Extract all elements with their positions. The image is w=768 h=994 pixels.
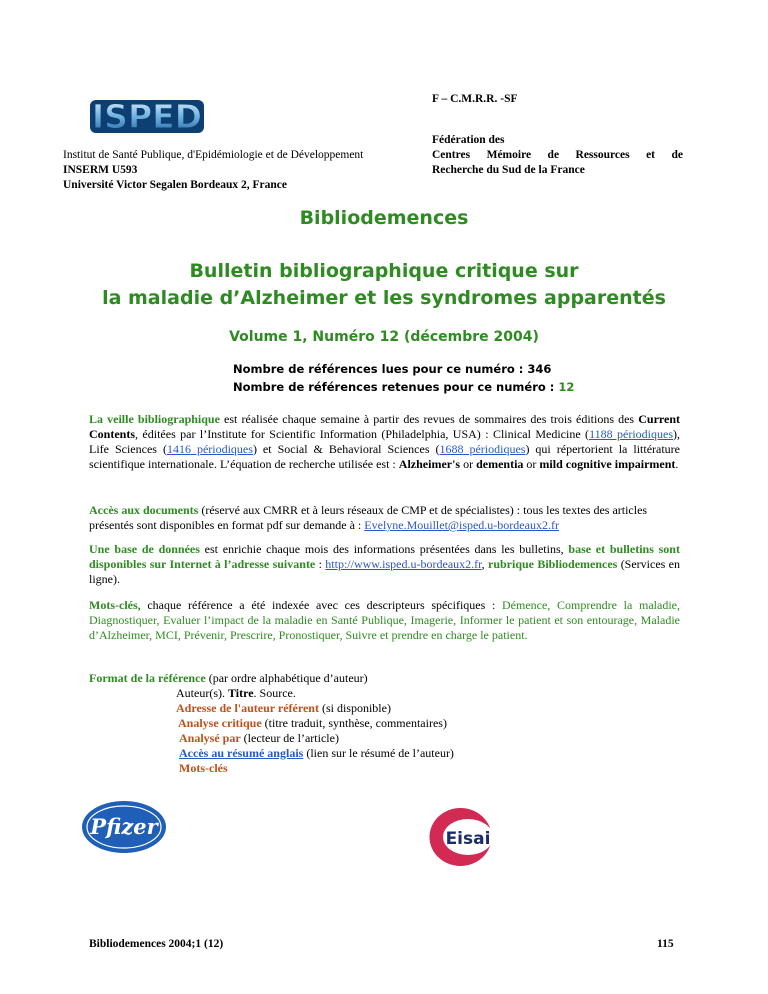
link-social-sciences[interactable]: 1688 périodiques (439, 442, 526, 456)
institute-line: Institut de Santé Publique, d'Epidémiologie et de Développement (63, 149, 364, 161)
refs-read-label: Nombre de références lues pour ce numéro : (233, 362, 528, 376)
acces-text: (réservé aux CMRR et à leurs réseaux de CMP et de spécialistes) : tous les textes des articles présentés sont disponibles en format pdf sur demande à : (89, 503, 648, 532)
refs-read (233, 362, 551, 376)
page-title: Bibliodemences (299, 207, 469, 229)
format-motscles: Mots-clés (179, 761, 228, 775)
veille-lead: La veille bibliographique (89, 412, 220, 426)
resume-anglais-link[interactable]: Accès au résumé anglais (179, 746, 304, 760)
keyword-mci: mild cognitive impairment (539, 457, 676, 471)
veille-text-1: est réalisée chaque semaine à partir des revues de sommaires des trois éditions des (219, 412, 639, 426)
base-colon: : (315, 557, 326, 571)
pfizer-logo (81, 800, 167, 854)
university-label: Université Victor Segalen Bordeaux 2, France (63, 179, 288, 191)
subtitle-line-2: la maladie d’Alzheimer et les syndromes apparentés (102, 287, 666, 309)
link-life-sciences[interactable]: 1416 périodiques (166, 442, 253, 456)
veille-end: . (675, 457, 679, 471)
veille-paragraph (89, 412, 680, 472)
format-heading (89, 671, 368, 686)
federation-line-1: Fédération des (432, 134, 505, 146)
base-lead: Une base de données (89, 542, 200, 556)
acces-lead: Accès aux documents (89, 503, 199, 517)
format-line-author (176, 686, 296, 701)
footer-journal: Bibliodemences 2004;1 (12) (89, 938, 224, 950)
base-text: est enrichie chaque mois des informations présentées dans les bulletins, (199, 542, 569, 556)
svg-text:ISPED: ISPED (91, 97, 203, 135)
motscles-lead: Mots-clés, (89, 598, 141, 612)
isped-logo (88, 97, 206, 135)
refs-kept (233, 380, 574, 394)
refs-kept-label: Nombre de références retenues pour ce numéro : (233, 380, 559, 394)
base-rubrique: rubrique Bibliodemences (488, 557, 618, 571)
current-contents: Current Contents (89, 412, 681, 441)
email-link[interactable]: Evelyne.Mouillet@isped.u-bordeaux2.fr (364, 518, 559, 532)
base-services: (Services en ligne). (89, 557, 680, 586)
inserm-label: INSERM U593 (63, 164, 138, 176)
link-clinical-medicine[interactable]: 1188 périodiques (589, 427, 674, 441)
format-line-resume (179, 746, 454, 761)
format-resume-note: (lien sur le résumé de l’auteur) (303, 746, 454, 760)
veille-text-4: ) et Social & Behavioral Sciences ( (252, 442, 440, 456)
format-address: Adresse de l'auteur référent (176, 701, 319, 715)
isped-logo-graphic (88, 97, 206, 135)
refs-read-value: 346 (527, 362, 552, 376)
keyword-alzheimers: Alzheimer's (398, 457, 461, 471)
federation-line-2: Centres Mémoire de Ressources et de (432, 149, 683, 161)
eisai-logo (428, 806, 493, 868)
format-source: . Source. (253, 686, 296, 700)
motscles-text: chaque référence a été indexée avec ces descripteurs spécifiques : (140, 598, 503, 612)
svg-text:Pfizer: Pfizer (90, 814, 158, 839)
veille-text-3: ), Life Sciences ( (89, 427, 681, 456)
format-address-note: (si disponible) (318, 701, 391, 715)
page-number: 115 (657, 938, 674, 950)
base-comma: , (481, 557, 488, 571)
keyword-or-2: or (523, 457, 540, 471)
motscles-paragraph (89, 598, 680, 643)
base-available: base et bulletins sont disponibles sur Internet à l’adresse suivante (89, 542, 680, 571)
fcmrr-label: F – C.M.R.R. -SF (432, 93, 518, 105)
format-lead: Format de la référence (89, 671, 206, 685)
volume-label: Volume 1, Numéro 12 (décembre 2004) (229, 329, 539, 345)
subtitle-line-1: Bulletin bibliographique critique sur (189, 260, 579, 282)
acces-paragraph (89, 503, 689, 533)
format-title: Titre (227, 686, 254, 700)
format-line-analyse-par (179, 731, 339, 746)
federation-line-3: Recherche du Sud de la France (432, 164, 585, 176)
format-analyse: Analyse critique (178, 716, 262, 730)
format-analyse-par-note: (lecteur de l’article) (240, 731, 339, 745)
motscles-list: Démence, Comprendre la maladie, Diagnostiquer, Evaluer l’impact de la maladie en Santé Publique, Imagerie, Informer le patient et son entourage, Maladie d’Alzheimer, MCI, Prévenir, Prescrire, Pronostiquer, Suivre et prendre en charge le patient. (89, 598, 680, 642)
format-analyse-par: Analysé par (179, 731, 241, 745)
format-line-address (176, 701, 391, 716)
format-analyse-note: (titre traduit, synthèse, commentaires) (261, 716, 447, 730)
format-note: (par ordre alphabétique d’auteur) (205, 671, 368, 685)
keyword-dementia: dementia (476, 457, 524, 471)
format-authors: Auteur(s). (176, 686, 228, 700)
svg-text:Eisai: Eisai (445, 829, 491, 849)
isped-url-link[interactable]: http://www.isped.u-bordeaux2.fr (325, 557, 482, 571)
refs-kept-value: 12 (558, 380, 575, 394)
eisai-logo-graphic (428, 806, 493, 868)
veille-text-5: ) qui répertorient la littérature scientifique internationale. L’équation de recherche utilisée est : (89, 442, 680, 471)
keyword-or-1: or (460, 457, 477, 471)
base-paragraph (89, 542, 680, 587)
pfizer-logo-graphic (81, 800, 167, 854)
veille-text-2: , éditées par l’Institute for Scientific Information (Philadelphia, USA) : Clinical Medicine ( (135, 427, 590, 441)
format-line-analyse (178, 716, 447, 731)
